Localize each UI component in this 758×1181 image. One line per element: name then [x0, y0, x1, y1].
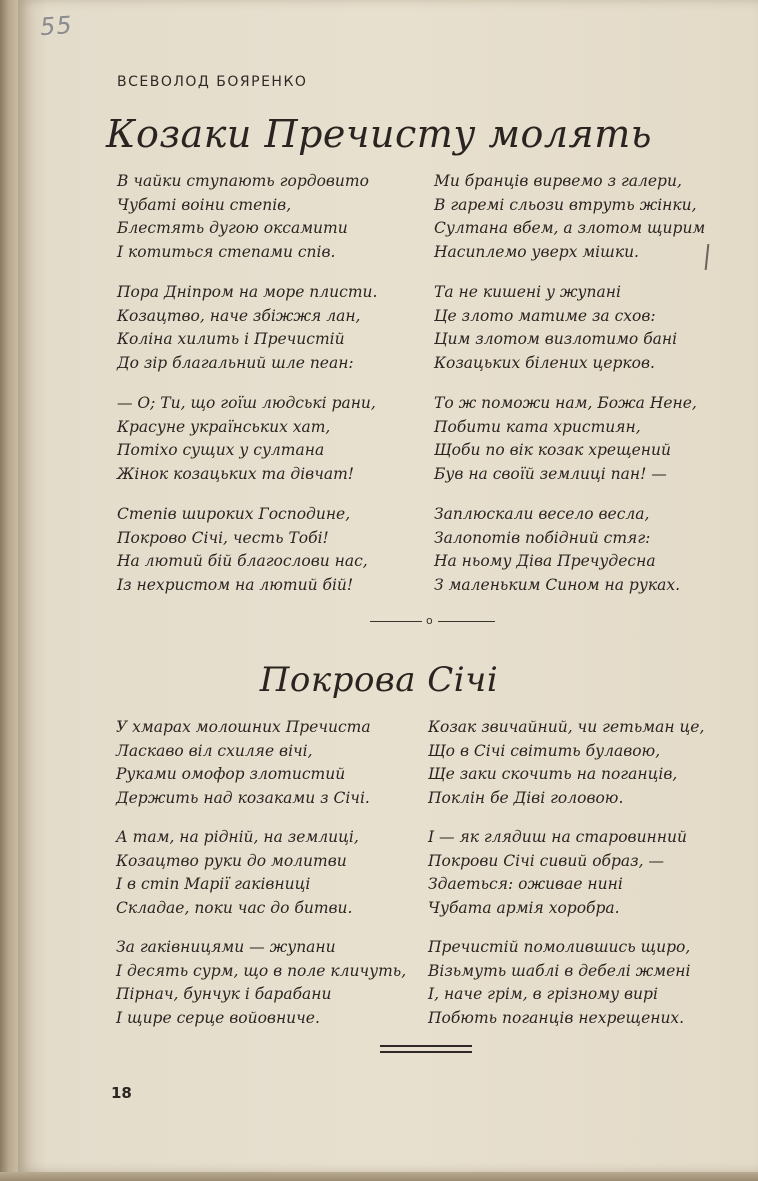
verse-line: Поклін бе Діві головою.: [428, 788, 624, 807]
page-bottom-edge: [0, 1172, 758, 1181]
verse-line: Візьмуть шаблі в дебелі жмені: [428, 961, 691, 980]
verse-line: Заплюскали весело весла,: [434, 505, 650, 523]
divider-line-right: [438, 621, 495, 622]
verse-line: Козацтво руки до молитви: [116, 851, 347, 870]
verse-line: Пірнач, бунчук і барабани: [116, 985, 332, 1003]
verse-line: Султана вбем, а злотом щирим: [434, 219, 706, 237]
verse-line: Красуне українських хат,: [117, 417, 331, 436]
end-double-rule: [380, 1045, 472, 1057]
verse-line: Побити ката християн,: [434, 417, 641, 436]
page-number: 18: [111, 1084, 132, 1102]
stanza: [434, 392, 705, 486]
verse-line: Цим злотом визлотимо бані: [434, 330, 678, 348]
poem-title-2: Покрова Січі: [259, 660, 499, 700]
poem1-right-column: [434, 170, 705, 597]
verse-line: Руками омофор злотистий: [116, 765, 346, 783]
rule-line: [380, 1051, 472, 1053]
divider-ornament: o: [426, 614, 433, 627]
verse-line: Щоби по вік козак хрещений: [434, 441, 671, 459]
verse-line: У хмарах молошних Пречиста: [116, 718, 371, 736]
stanza: [117, 503, 377, 597]
verse-line: Козак звичайний, чи гетьман це,: [428, 718, 705, 736]
stanza: [434, 281, 705, 375]
poem2-right-column: [428, 716, 704, 1030]
stanza: [117, 392, 377, 486]
verse-line: І десять сурм, що в поле кличуть,: [116, 961, 407, 980]
verse-line: Ми бранців вирвемо з галери,: [434, 172, 682, 190]
stanza: [434, 170, 705, 264]
verse-line: І, наче грім, в грізному вирі: [428, 985, 658, 1003]
verse-line: Здаеться: оживае нині: [428, 875, 623, 893]
section-divider: [370, 612, 495, 628]
stanza: [117, 170, 377, 264]
verse-line: Ще заки скочить на поганців,: [428, 765, 678, 783]
verse-line: Чубаті воіни степів,: [117, 195, 292, 214]
rule-line: [380, 1045, 472, 1047]
stanza: [116, 936, 406, 1030]
verse-line: За гаківницями — жупани: [116, 938, 336, 956]
verse-line: Побють поганців нехрещених.: [428, 1008, 685, 1027]
verse-line: До зір благальний шле пеан:: [117, 353, 354, 372]
verse-line: Ласкаво віл схиляе вічі,: [116, 741, 313, 760]
verse-line: В чайки ступають гордовито: [117, 172, 369, 190]
verse-line: І котиться степами спів.: [117, 242, 336, 261]
verse-line: Козацтво, наче збіжжя лан,: [117, 306, 361, 325]
verse-line: Жінок козацьких та дівчат!: [117, 464, 355, 483]
stanza: [116, 716, 406, 810]
verse-line: — О; Ти, що гоїш людські рани,: [117, 394, 376, 412]
pencil-annotation: 55: [39, 10, 74, 42]
stanza: [428, 936, 704, 1030]
verse-line: А там, на рідній, на землиці,: [116, 828, 359, 846]
verse-line: Складае, поки час до битви.: [116, 898, 353, 917]
verse-line: Із нехристом на лютий бій!: [117, 575, 354, 594]
verse-line: На лютий бій благослови нас,: [117, 552, 368, 570]
stanza: [428, 826, 704, 920]
verse-line: Був на своїй землиці пан! —: [434, 464, 667, 483]
poem-title-1: Козаки Пречисту молять: [106, 112, 652, 156]
author-header: ВСЕВОЛОД БОЯРЕНКО: [117, 74, 308, 90]
verse-line: І щире серце войовниче.: [116, 1008, 320, 1027]
verse-line: Коліна хилить і Пречистій: [117, 330, 345, 348]
verse-line: На ньому Діва Пречудесна: [434, 552, 656, 570]
verse-line: Пречистій помолившись щиро,: [428, 938, 691, 956]
verse-line: Покрови Січі сивий образ, —: [428, 851, 664, 870]
verse-line: Що в Січі світить булавою,: [428, 741, 661, 760]
verse-line: Держить над козаками з Січі.: [116, 788, 370, 807]
verse-line: Пора Дніпром на море плисти.: [117, 283, 378, 301]
verse-line: Та не кишені у жупані: [434, 283, 621, 301]
verse-line: Покрово Січі, честь Тобі!: [117, 528, 329, 547]
verse-line: Чубата армія хоробра.: [428, 898, 620, 917]
verse-line: То ж поможи нам, Божа Нене,: [434, 394, 697, 412]
verse-line: Насиплемо уверх мішки.: [434, 242, 639, 261]
stanza: [434, 503, 705, 597]
book-binding: [0, 0, 20, 1181]
verse-line: І в стіп Марії гаківниці: [116, 875, 311, 893]
verse-line: Це злото матиме за схов:: [434, 306, 656, 325]
stanza: [117, 281, 377, 375]
verse-line: Степів широких Господине,: [117, 505, 351, 523]
verse-line: І — як глядиш на старовинний: [428, 828, 687, 846]
divider-line-left: [370, 621, 422, 622]
verse-line: Козацьких білених церков.: [434, 353, 655, 372]
poem2-left-column: [116, 716, 406, 1030]
stanza: [116, 826, 406, 920]
verse-line: Потіхо сущих у султана: [117, 441, 325, 459]
verse-line: З маленьким Сином на руках.: [434, 575, 681, 594]
poem1-left-column: [117, 170, 377, 597]
verse-line: Залопотів побідний стяг:: [434, 528, 651, 547]
verse-line: В гаремі сльози втруть жінки,: [434, 195, 697, 214]
stanza: [428, 716, 704, 810]
verse-line: Блестять дугою оксамити: [117, 219, 348, 237]
